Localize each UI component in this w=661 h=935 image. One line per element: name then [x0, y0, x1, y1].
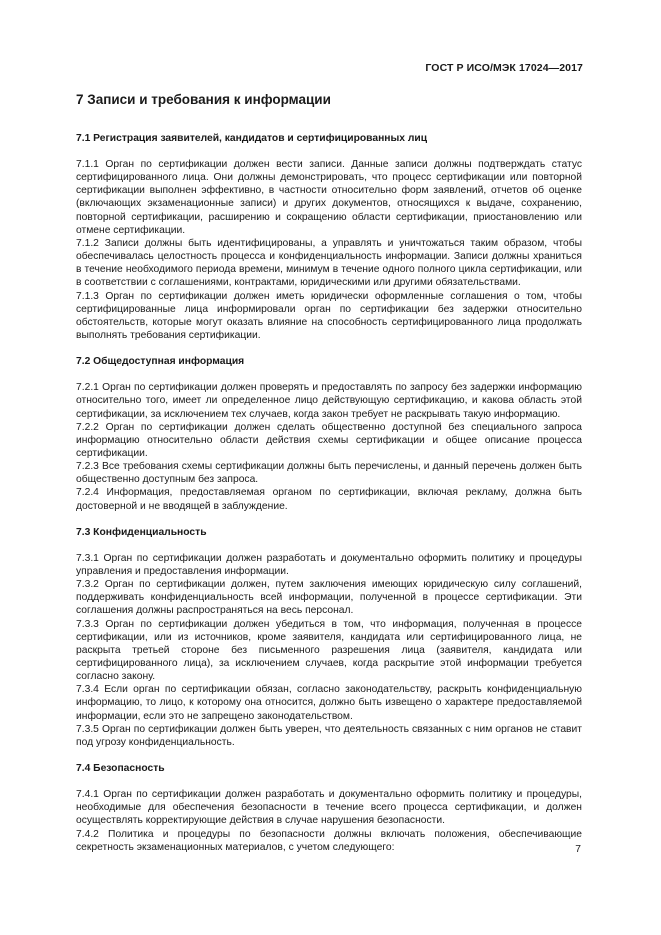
page-content: [76, 92, 582, 867]
section-title: 7.2 Общедоступная информация: [76, 356, 245, 368]
paragraph: 7.4.1 Орган по сертификации должен разработать и документально оформить политику и процедуры, необходимые для обеспечения безопасности в течение всего процесса сертификации, и должен осуществлять корректирующие действия в случае нарушения безопасности.: [76, 789, 582, 827]
paragraph: 7.2.2 Орган по сертификации должен сделать общественно доступной без специального запроса информацию относительно области действия схемы сертификации и общее описание процесса сертификации.: [76, 421, 582, 459]
paragraph: 7.1.3 Орган по сертификации должен иметь юридически оформленные соглашения о том, чтобы сертифицированные лица информировали орган по сертификации без задержки относительно обстоятельств, которые могут оказать влияние на способность сертифицированного лица продолжать выполнять требования сертификации.: [76, 290, 582, 342]
paragraph: 7.3.4 Если орган по сертификации обязан, согласно законодательству, раскрыть конфиденциальную информацию, то лицо, к которому она относится, должно быть извещено о характере предоставляемой информации, если это не запрещено законодательством.: [76, 684, 582, 722]
section-7-1: [76, 132, 582, 342]
section-title: 7.4 Безопасность: [76, 763, 165, 775]
chapter-title: 7 Записи и требования к информации: [76, 92, 331, 107]
section-7-2: [76, 355, 582, 513]
section-7-3: [76, 526, 582, 749]
paragraph: 7.3.2 Орган по сертификации должен, путем заключения имеющих юридическую силу соглашений, поддерживать конфиденциальность всей информации, полученной в процессе сертификации. Эти соглашения должны распространяться на весь персонал.: [76, 579, 582, 617]
standard-header: ГОСТ Р ИСО/МЭК 17024—2017: [425, 62, 583, 74]
page-number: 7: [575, 844, 581, 855]
paragraph: 7.3.1 Орган по сертификации должен разработать и документально оформить политику и процедуры управления и предоставления информации.: [76, 552, 582, 577]
section-title: 7.1 Регистрация заявителей, кандидатов и сертифицированных лиц: [76, 133, 428, 144]
paragraph: 7.1.1 Орган по сертификации должен вести записи. Данные записи должны подтверждать статус сертифицированного лица. Они должны демонстрировать, что процесс сертификации или повторной сертификации выполнен эффективно, в частности относительно форм заявлений, отчетов об оценке (включающих экзаменационные записи) и других документов, относящихся к выдаче, сохранению, повторной сертификации, расширению и сокращению области сертификации, приостановлению или отмене сертификации.: [76, 159, 582, 236]
paragraph: 7.3.3 Орган по сертификации должен убедиться в том, что информация, полученная в процессе сертификации, или из источников, кроме заявителя, кандидата или сертифицированного лица, не раскрыта третьей стороне без письменного разрешения лица (заявителя, кандидата или сертифицированного лица), за исключением случаев, когда раскрытие этой информации требуется согласно закону.: [76, 618, 582, 683]
paragraph: 7.2.3 Все требования схемы сертификации должны быть перечислены, и данный перечень должен быть общественно доступным без запроса.: [76, 461, 582, 486]
paragraph: 7.3.5 Орган по сертификации должен быть уверен, что деятельность связанных с ним органов не ставит под угрозу конфиденциальность.: [76, 723, 582, 748]
section-7-4: [76, 762, 582, 854]
paragraph: 7.2.4 Информация, предоставляемая органом по сертификации, включая рекламу, должна быть достоверной и не вводящей в заблуждение.: [76, 487, 582, 512]
section-title: 7.3 Конфиденциальность: [76, 526, 207, 538]
paragraph: 7.4.2 Политика и процедуры по безопасности должны включать положения, обеспечивающие секретность экзаменационных материалов, с учетом следующего:: [76, 828, 582, 853]
paragraph: 7.1.2 Записи должны быть идентифицированы, а управлять и уничтожаться таким образом, чтобы обеспечивалась целостность процесса и конфиденциальность информации. Записи должны храниться в течение необходимого периода времени, минимум в течение одного полного цикла сертификации, или в соответствии с соглашениями, контрактами, юридическими или другими обязательствами.: [76, 237, 582, 289]
paragraph: 7.2.1 Орган по сертификации должен проверять и предоставлять по запросу без задержки информацию относительно того, имеет ли определенное лицо действующую сертификацию, и какова область этой сертификации, за исключением тех случаев, когда закон требует не раскрывать такую информацию.: [76, 382, 582, 420]
